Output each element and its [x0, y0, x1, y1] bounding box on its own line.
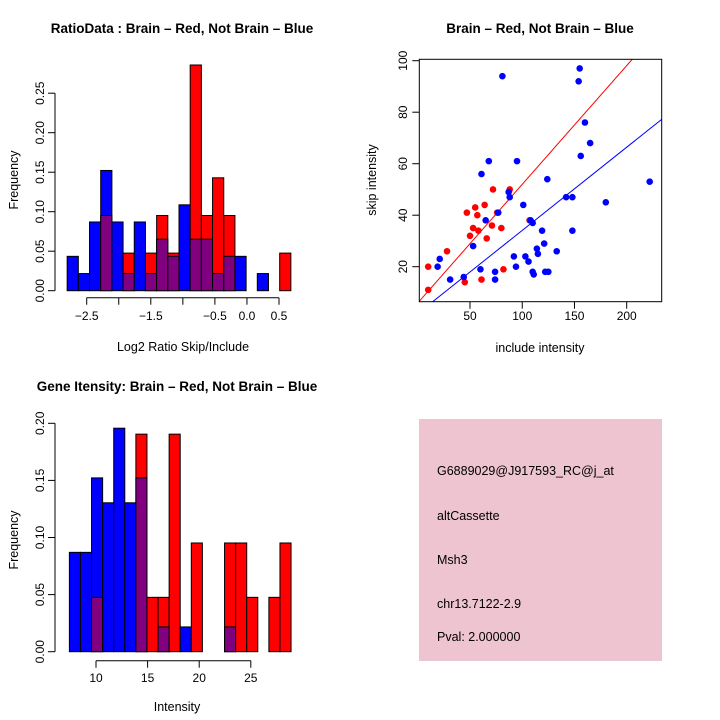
blue-data-point — [603, 199, 610, 206]
blue-data-point — [492, 276, 499, 283]
intensity-scatter-plot — [396, 26, 662, 323]
blue-data-point — [499, 73, 506, 80]
blue-data-point — [577, 153, 584, 160]
histogram-bar — [280, 253, 291, 291]
blue-data-point — [470, 243, 477, 250]
blue-data-point — [495, 209, 502, 216]
x-tick-label: 50 — [463, 309, 477, 323]
y-tick-label: 0.00 — [33, 640, 47, 664]
histogram-overlap-bar — [101, 215, 112, 290]
y-tick-label: 100 — [396, 50, 410, 71]
gene-intensity-histogram-panel — [0, 360, 360, 720]
red-data-point — [483, 235, 490, 242]
blue-data-point — [569, 194, 576, 201]
x-tick-label: 0.5 — [270, 309, 288, 323]
blue-data-point — [436, 256, 443, 263]
blue-data-point — [525, 258, 532, 265]
histogram-bar — [235, 256, 246, 290]
red-data-point — [464, 209, 471, 216]
histogram-bar — [257, 274, 268, 291]
histogram-bar — [103, 503, 114, 652]
x-tick-label: 150 — [564, 309, 585, 323]
blue-data-point — [582, 119, 589, 126]
blue-data-point — [529, 220, 536, 227]
red-data-point — [500, 266, 507, 273]
chromosome-location-text: chr13.7122-2.9 — [437, 597, 522, 611]
ratio-histogram-xlabel: Log2 Ratio Skip/Include — [116, 340, 250, 354]
y-tick-label: 0.15 — [33, 468, 47, 493]
blue-data-point — [482, 217, 489, 224]
blue-data-point — [460, 274, 467, 281]
blue-data-point — [434, 263, 441, 270]
histogram-overlap-bar — [190, 239, 201, 291]
gene-intensity-histogram-ylabel: Frequency — [7, 510, 21, 570]
gene-info-panel — [360, 360, 720, 720]
histogram-bar — [247, 597, 258, 651]
histogram-bar — [80, 552, 91, 651]
blue-data-point — [511, 253, 518, 260]
histogram-bar — [78, 274, 89, 291]
histogram-overlap-bar — [168, 256, 179, 290]
blue-data-point — [563, 194, 570, 201]
histogram-bar — [125, 503, 136, 652]
red-data-point — [425, 287, 432, 294]
y-tick-label: 0.10 — [33, 525, 47, 550]
histogram-overlap-bar — [136, 478, 147, 652]
x-tick-label: −0.5 — [203, 309, 227, 323]
histogram-overlap-bar — [157, 239, 168, 291]
histogram-overlap-bar — [225, 627, 236, 652]
ratio-histogram-ylabel: Frequency — [7, 150, 21, 210]
histogram-bar — [114, 428, 125, 651]
red-data-point — [481, 202, 488, 209]
blue-data-point — [530, 271, 537, 278]
histogram-overlap-bar — [145, 274, 156, 291]
histogram-overlap-bar — [213, 274, 224, 291]
blue-data-point — [646, 178, 653, 185]
blue-data-point — [544, 176, 551, 183]
histogram-bar — [269, 597, 280, 651]
x-tick-label: 10 — [89, 671, 103, 685]
blue-data-point — [478, 171, 485, 178]
blue-fit-line — [419, 119, 661, 312]
histogram-bar — [67, 256, 78, 290]
x-tick-label: 20 — [192, 671, 206, 685]
intensity-scatter-title: Brain – Red, Not Brain – Blue — [446, 21, 634, 36]
y-tick-label: 0.15 — [33, 160, 47, 184]
histogram-bar — [236, 543, 247, 652]
gene-probe-id-text: G6889029@J917593_RC@j_at — [437, 464, 614, 478]
x-tick-label: −2.5 — [74, 309, 99, 323]
splice-type-text: altCassette — [437, 509, 500, 523]
x-tick-label: 0.0 — [238, 309, 256, 323]
histogram-bar — [191, 543, 202, 652]
histogram-bar — [280, 543, 291, 652]
histogram-bar — [147, 597, 158, 651]
histogram-overlap-bar — [92, 597, 103, 651]
histogram-bar — [179, 205, 190, 291]
blue-data-point — [541, 240, 548, 247]
x-tick-label: 100 — [512, 309, 533, 323]
red-data-point — [475, 227, 482, 234]
histogram-overlap-bar — [123, 274, 134, 291]
histogram-overlap-bar — [224, 256, 235, 290]
blue-data-point — [520, 202, 527, 209]
ratio-histogram-panel — [0, 0, 360, 360]
blue-data-point — [576, 65, 583, 72]
gene-info-background-box — [419, 419, 662, 661]
x-tick-label: 15 — [140, 671, 155, 685]
y-tick-label: 80 — [396, 105, 410, 119]
blue-data-point — [514, 158, 521, 165]
red-data-point — [478, 276, 485, 283]
y-tick-label: 0.25 — [33, 81, 47, 105]
y-tick-label: 0.10 — [33, 200, 47, 224]
ratio-histogram-title: RatioData : Brain – Red, Not Brain – Blue — [50, 21, 314, 36]
x-tick-label: −1.5 — [138, 309, 163, 323]
y-tick-label: 40 — [396, 208, 410, 222]
histogram-overlap-bar — [201, 239, 212, 291]
red-fit-line — [419, 26, 661, 301]
y-tick-label: 0.20 — [33, 121, 47, 145]
y-tick-label: 0.05 — [33, 582, 47, 607]
blue-data-point — [506, 194, 513, 201]
plot-box — [419, 59, 661, 301]
red-data-point — [425, 263, 432, 270]
blue-data-point — [545, 269, 552, 276]
blue-data-point — [553, 248, 560, 255]
gene-intensity-histogram-xlabel: Intensity — [153, 700, 201, 714]
blue-data-point — [447, 276, 454, 283]
histogram-bar — [112, 222, 123, 291]
histogram-bar — [134, 222, 145, 291]
x-tick-label: 25 — [244, 671, 258, 685]
y-tick-label: 0.05 — [33, 239, 48, 263]
red-data-point — [472, 204, 479, 211]
gene-intensity-histogram-plot — [33, 411, 291, 685]
pval-text: Pval: 2.000000 — [437, 630, 521, 644]
blue-data-point — [513, 263, 520, 270]
histogram-bar — [180, 627, 191, 652]
red-data-point — [490, 186, 497, 193]
gene-intensity-histogram-title: Gene Itensity: Brain – Red, Not Brain – Blue — [36, 379, 318, 394]
histogram-bar — [90, 222, 101, 291]
red-data-point — [474, 212, 481, 219]
y-tick-label: 0.00 — [33, 279, 47, 303]
blue-data-point — [587, 140, 594, 147]
histogram-bar — [169, 434, 180, 652]
histogram-overlap-bar — [158, 627, 169, 652]
intensity-scatter-ylabel: skip intensity — [365, 144, 379, 216]
red-data-point — [489, 222, 496, 229]
x-tick-label: 200 — [616, 309, 637, 323]
blue-data-point — [477, 266, 484, 273]
red-data-point — [467, 233, 474, 240]
y-tick-label: 60 — [396, 157, 410, 171]
blue-data-point — [486, 158, 493, 165]
ratio-histogram-plot — [33, 65, 291, 323]
histogram-bar — [69, 552, 80, 651]
gene-symbol-text: Msh3 — [437, 553, 468, 567]
y-tick-label: 20 — [396, 260, 410, 274]
intensity-scatter-panel — [360, 0, 720, 360]
red-data-point — [498, 225, 505, 232]
y-tick-label: 0.20 — [33, 411, 48, 435]
blue-data-point — [569, 227, 576, 234]
blue-data-point — [539, 227, 546, 234]
red-data-point — [444, 248, 451, 255]
blue-data-point — [492, 269, 499, 276]
blue-data-point — [575, 78, 582, 85]
intensity-scatter-xlabel: include intensity — [495, 341, 585, 355]
blue-data-point — [535, 251, 542, 258]
